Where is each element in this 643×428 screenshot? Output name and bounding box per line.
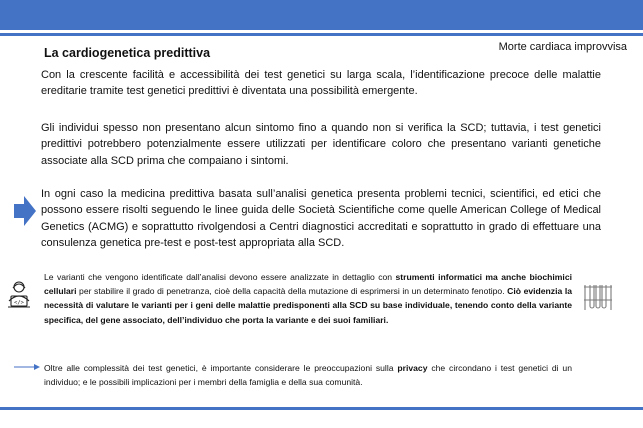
privacy-text-1: Oltre alle complessità dei test genetici, è importante considerare le preoccupazioni sulla: [44, 363, 398, 373]
svg-text:</>: </>: [14, 300, 24, 306]
section-label: Morte cardiaca improvvisa: [498, 41, 627, 53]
privacy-bold: privacy: [397, 363, 428, 373]
variants-bold-2: Ciò evidenzia la necessità di valutare le varianti per i geni delle malattie predisponenti alla SCD su base individuale, tenendo conto della variante specifica, del gene associato, dell’individuo che porta la variante e dei suoi familiari.: [44, 286, 572, 325]
paragraph-privacy: [44, 361, 572, 389]
test-tubes-icon: [583, 282, 613, 312]
line-arrow-icon: [14, 362, 40, 372]
privacy-text-2: che circondano i test genetici di un individuo; e le possibili implicazioni per i membri della famiglia e della sua comunità.: [44, 363, 572, 388]
paragraph-intro: Con la crescente facilità e accessibilità dei test genetici su larga scala, l’identificazione precoce delle malattie ereditarie tramite test genetici predittivi è diventata una possibilità emergente.: [41, 69, 601, 98]
variants-text-2: per stabilire il grado di penetranza, cioè della capacità della mutazione di esprimersi in un determinato fenotipo.: [76, 286, 508, 297]
programmer-icon: [6, 280, 32, 310]
paragraph-guidelines: In ogni caso la medicina predittiva basata sull’analisi genetica presenta problemi tecnici, scientifici, ed etici che possono essere risolti seguendo le linee guida delle Società Scientifiche come quelle American College of Medical Genetics (ACMG) e soprattutto rivolgendosi a Centri diagnostici accreditati e soprattutto in grado di effettuare una consulenza genetica pre-test e post-test appropriata alla SCD.: [41, 188, 601, 249]
page-title: La cardiogenetica predittiva: [44, 46, 211, 60]
paragraph-symptoms: Gli individui spesso non presentano alcun sintomo fino a quando non si verifica la SCD; tuttavia, i test genetici predittivi potrebbero potenzialmente essere utilizzati per identificare coloro che presentano varianti genetiche associate alla SCD prima che compaiano i sintomi.: [41, 122, 601, 167]
paragraph-variants: [44, 270, 572, 327]
variants-text-1: Le varianti che vengono identificate dall’analisi devono essere analizzate in dettaglio con: [44, 272, 396, 282]
bottom-divider: [0, 407, 643, 410]
top-banner: [0, 0, 643, 30]
top-divider: [0, 33, 643, 36]
block-arrow-icon: [14, 196, 36, 226]
variants-bold-1: strumenti informatici ma anche biochimici cellulari: [44, 272, 572, 297]
